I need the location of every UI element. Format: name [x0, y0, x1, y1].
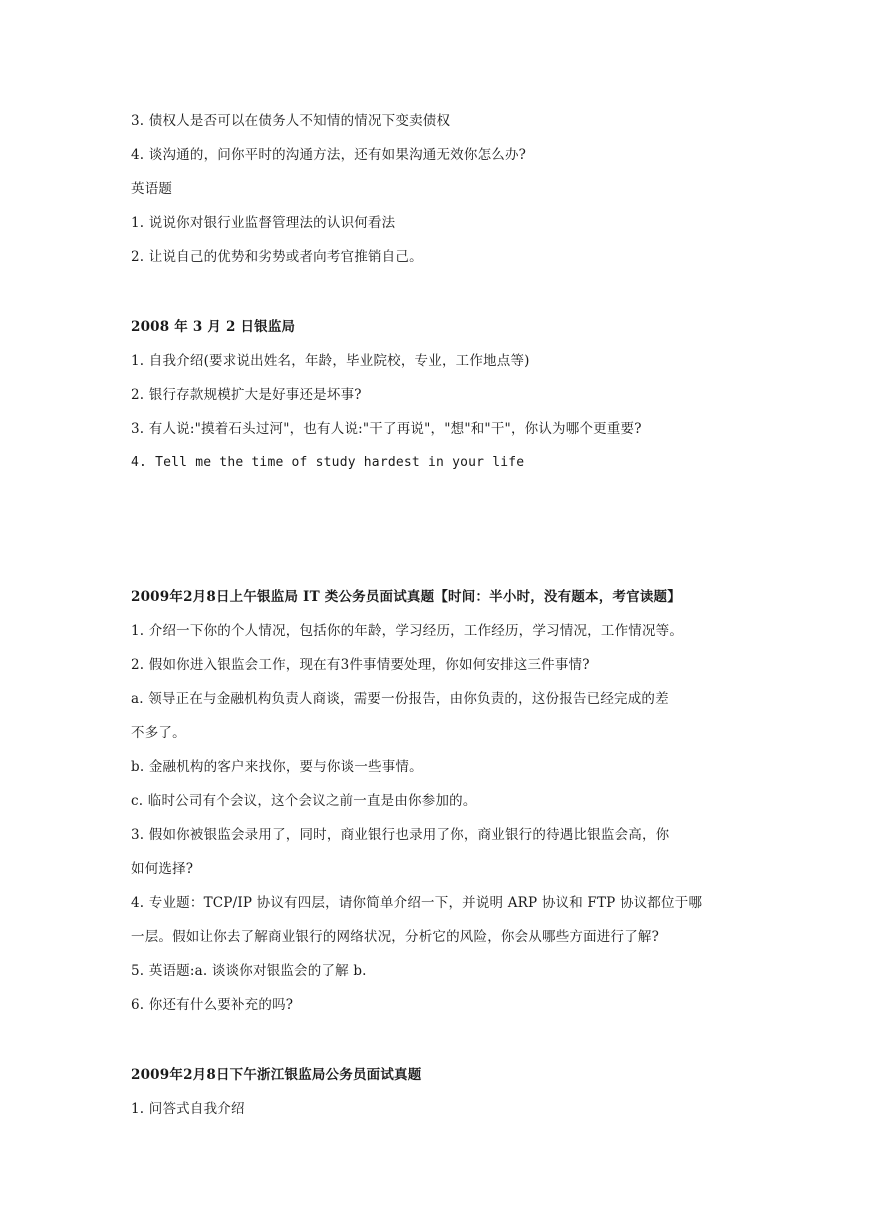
section-2008-question-4: 4. Tell me the time of study hardest in your life: [131, 455, 525, 470]
prev-question-4: 4. 谈沟通的，问你平时的沟通方法，还有如果沟通无效你怎么办?: [131, 147, 527, 163]
english-section-title: 英语题: [131, 181, 173, 197]
section-2009-am-option-c: c. 临时公司有个会议，这个会议之前一直是由你参加的。: [131, 793, 477, 809]
section-2009-am-question-6: 6. 你还有什么要补充的吗?: [131, 997, 294, 1013]
section-2009-am-question-3-line-2: 如何选择?: [131, 861, 194, 877]
section-2008-question-1: 1. 自我介绍(要求说出姓名，年龄，毕业院校，专业，工作地点等): [131, 353, 530, 369]
section-2009-am-question-2: 2. 假如你进入银监会工作，现在有3件事情要处理，你如何安排这三件事情?: [131, 657, 590, 673]
section-2009-am-option-a-line-2: 不多了。: [131, 725, 186, 741]
section-2009-am-question-4-line-2: 一层。假如让你去了解商业银行的网络状况，分析它的风险，你会从哪些方面进行了解?: [131, 929, 660, 945]
english-question-2: 2. 让说自己的优势和劣势或者向考官推销自己。: [131, 249, 423, 265]
english-question-1: 1. 说说你对银行业监督管理法的认识何看法: [131, 215, 396, 231]
section-2009-am-title: 2009年2月8日上午银监局 IT 类公务员面试真题【时间：半小时，没有题本，考官读题】: [131, 589, 681, 605]
section-2008-title: 2008 年 3 月 2 日银监局: [131, 319, 296, 335]
prev-question-3: 3. 债权人是否可以在债务人不知情的情况下变卖债权: [131, 113, 451, 129]
section-2009-am-question-4-line-1: 4. 专业题：TCP/IP 协议有四层，请你简单介绍一下，并说明 ARP 协议和 FTP 协议都位于哪: [131, 895, 703, 911]
section-2009-pm-title: 2009年2月8日下午浙江银监局公务员面试真题: [131, 1067, 422, 1083]
section-2009-am-question-5: 5. 英语题:a. 谈谈你对银监会的了解 b.: [131, 963, 367, 979]
section-2009-am-question-3-line-1: 3. 假如你被银监会录用了，同时，商业银行也录用了你，商业银行的待遇比银监会高，你: [131, 827, 670, 843]
section-2009-am-option-b: b. 金融机构的客户来找你，要与你谈一些事情。: [131, 759, 423, 775]
section-2008-question-2: 2. 银行存款规模扩大是好事还是坏事?: [131, 387, 362, 403]
section-2009-pm-question-1: 1. 问答式自我介绍: [131, 1101, 245, 1117]
section-2008-question-3: 3. 有人说:"摸着石头过河"，也有人说:"干了再说"，"想"和"干"，你认为哪个更重要?: [131, 421, 642, 437]
section-2009-am-option-a-line-1: a. 领导正在与金融机构负责人商谈，需要一份报告，由你负责的，这份报告已经完成的差: [131, 691, 669, 707]
section-2009-am-question-1: 1. 介绍一下你的个人情况，包括你的年龄，学习经历，工作经历，学习情况，工作情况等。: [131, 623, 684, 639]
